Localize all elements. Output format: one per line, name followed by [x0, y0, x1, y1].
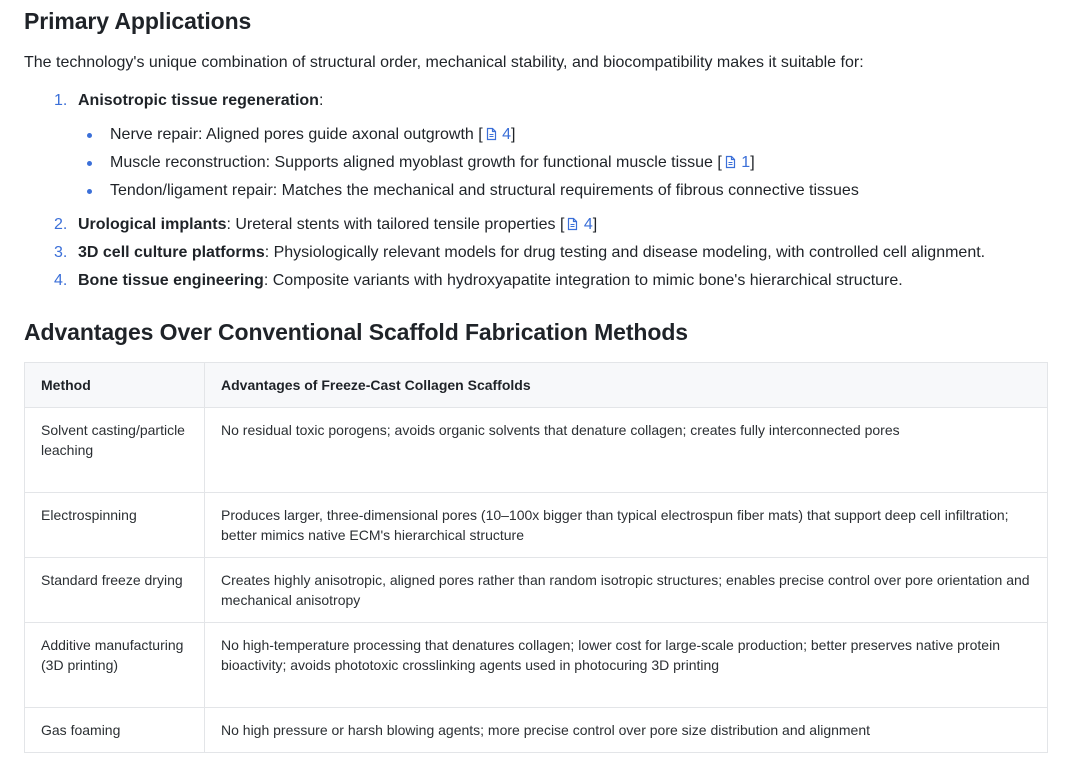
document-icon	[724, 155, 737, 169]
section-title-advantages: Advantages Over Conventional Scaffold Fabrication Methods	[24, 319, 688, 345]
sub-item-text: Muscle reconstruction: Supports aligned myoblast growth for functional muscle tissue [	[110, 154, 722, 171]
item-text: : Ureteral stents with tailored tensile properties [	[226, 216, 565, 233]
citation-number: 1	[741, 154, 751, 171]
table-row	[25, 558, 1048, 623]
table-header-row	[25, 363, 1048, 408]
item-text: : Physiologically relevant models for drug testing and disease modeling, with controlled cell alignment.	[264, 244, 986, 261]
citation-link[interactable]	[483, 126, 511, 143]
document-icon	[566, 217, 579, 231]
citation-close: ]	[511, 126, 516, 143]
sub-list	[78, 124, 1052, 202]
list-number: 4.	[54, 272, 68, 289]
sub-list-item	[78, 152, 1052, 174]
comparison-table	[24, 362, 1048, 753]
list-number: 3.	[54, 244, 68, 261]
list-number: 1.	[54, 92, 68, 109]
bullet-dot	[87, 133, 92, 138]
table-row	[25, 623, 1048, 708]
list-item	[24, 214, 1052, 236]
section-title-primary-applications: Primary Applications	[24, 8, 252, 34]
citation-close: ]	[592, 216, 598, 233]
list-item	[24, 242, 1052, 264]
table-cell-advantages: No high-temperature processing that denatures collagen; lower cost for large-scale production; better preserves native protein bioactivity; avoids phototoxic crosslinking agents used in photocuring 3D printing	[205, 623, 1048, 708]
table-row	[25, 493, 1048, 558]
intro-paragraph: The technology's unique combination of structural order, mechanical stability, and biocompatibility makes it suitable for:	[24, 54, 864, 71]
citation-close: ]	[750, 154, 755, 171]
item-text: :	[318, 92, 324, 109]
item-text: : Composite variants with hydroxyapatite integration to mimic bone's hierarchical structure.	[263, 272, 903, 289]
item-term: Anisotropic tissue regeneration	[78, 92, 319, 109]
citation-number: 4	[502, 126, 512, 143]
sub-list-item	[78, 180, 1052, 202]
table-cell-method: Gas foaming	[25, 708, 205, 753]
table-cell-advantages: Produces larger, three-dimensional pores (10–100x bigger than typical electrospun fiber mats) that support deep cell infiltration; better mimics native ECM's hierarchical structure	[205, 493, 1048, 558]
bullet-dot	[87, 161, 92, 166]
list-number: 2.	[54, 216, 68, 233]
table-cell-advantages: Creates highly anisotropic, aligned pores rather than random isotropic structures; enables precise control over pore orientation and mechanical anisotropy	[205, 558, 1048, 623]
table-cell-method: Standard freeze drying	[25, 558, 205, 623]
item-term: 3D cell culture platforms	[78, 244, 265, 261]
applications-list	[24, 90, 1052, 292]
column-header-advantages: Advantages of Freeze-Cast Collagen Scaffolds	[205, 363, 1048, 408]
table-row	[25, 708, 1048, 753]
table-cell-advantages: No high pressure or harsh blowing agents; more precise control over pore size distribution and alignment	[205, 708, 1048, 753]
sub-item-text: Nerve repair: Aligned pores guide axonal outgrowth [	[110, 126, 483, 143]
column-header-method: Method	[25, 363, 205, 408]
list-item	[24, 90, 1052, 202]
citation-link[interactable]	[722, 154, 750, 171]
item-term: Bone tissue engineering	[78, 272, 264, 289]
table-cell-method: Solvent casting/particle leaching	[25, 408, 205, 493]
document-icon	[485, 127, 498, 141]
bullet-dot	[87, 189, 92, 194]
item-term: Urological implants	[78, 216, 227, 233]
table-row	[25, 408, 1048, 493]
table-cell-method: Additive manufacturing (3D printing)	[25, 623, 205, 708]
table-cell-advantages: No residual toxic porogens; avoids organic solvents that denature collagen; creates fully interconnected pores	[205, 408, 1048, 493]
citation-number: 4	[583, 216, 593, 233]
sub-item-text: Tendon/ligament repair: Matches the mechanical and structural requirements of fibrous connective tissues	[110, 182, 859, 199]
list-item	[24, 270, 1052, 292]
sub-list-item	[78, 124, 1052, 146]
table-cell-method: Electrospinning	[25, 493, 205, 558]
citation-link[interactable]	[564, 216, 592, 233]
